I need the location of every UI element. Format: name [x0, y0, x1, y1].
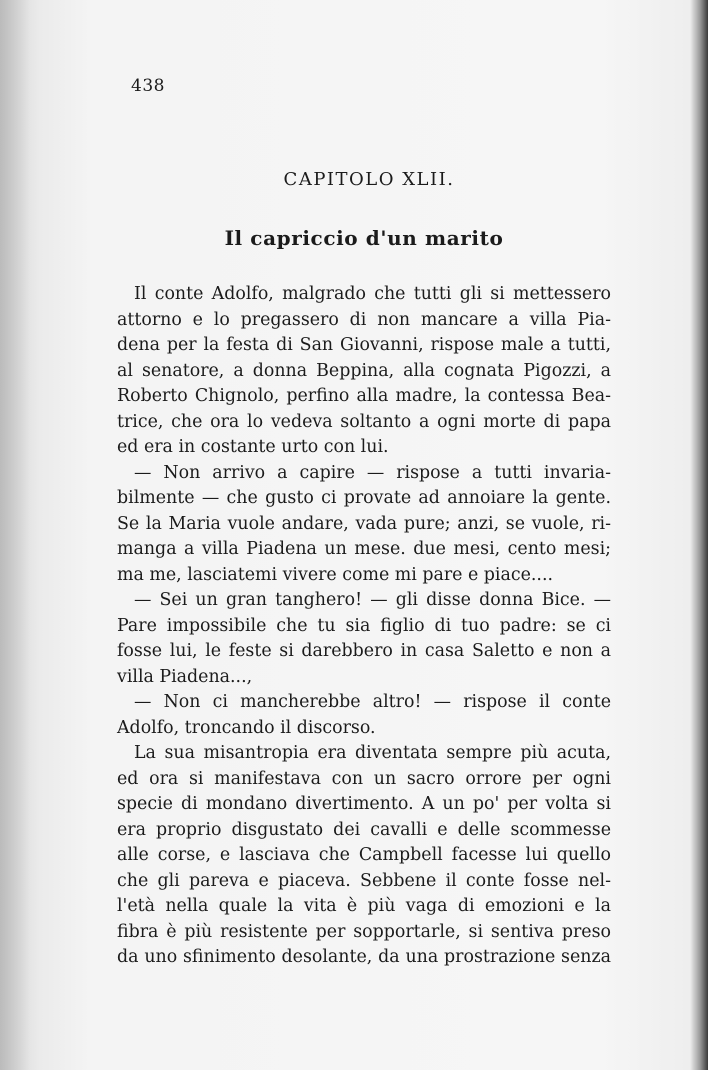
chapter-title: Il capriccio d'un marito — [224, 226, 504, 250]
chapter-heading: CAPITOLO XLII. — [283, 169, 455, 190]
text-line: era proprio disgustato dei cavalli e delle scommesse — [117, 819, 611, 840]
text-line: Roberto Chignolo, perfino alla madre, la contessa Bea- — [117, 386, 611, 406]
text-line: specie di mondano divertimento. A un po' per volta si — [117, 794, 611, 814]
text-line: manga a villa Piadena un mese. due mesi, cento mesi; — [117, 539, 611, 559]
text-line: Pare impossibile che tu sia figlio di tuo padre: se ci — [117, 615, 611, 636]
text-line: Se la Maria vuole andare, vada pure; anzi, se vuole, ri- — [117, 513, 611, 534]
text-line: dena per la festa di San Giovanni, rispose male a tutti, — [117, 335, 611, 355]
text-line: fibra è più resistente per sopportarle, si sentiva preso — [117, 921, 611, 942]
text-line: bilmente — che gusto ci provate ad annoiare la gente. — [117, 488, 611, 508]
text-line: l'età nella quale la vita è più vaga di emozioni e la — [117, 896, 611, 916]
text-line: ed era in costante urto con lui. — [117, 437, 389, 457]
body-text — [117, 282, 611, 971]
text-line: ma me, lasciatemi vivere come mi pare e piace.... — [117, 564, 554, 585]
text-line: al senatore, a donna Beppina, alla cognata Pigozzi, a — [117, 360, 611, 381]
text-line: — Non arrivo a capire — rispose a tutti invaria- — [134, 462, 611, 483]
text-line: villa Piadena..., — [117, 666, 253, 687]
text-line: attorno e lo pregassero di non mancare a villa Pia- — [117, 309, 611, 330]
text-line: trice, che ora lo vedeva soltanto a ogni morte di papa — [117, 411, 611, 432]
text-line: La sua misantropia era diventata sempre più acuta, — [134, 743, 611, 763]
text-line: Il conte Adolfo, malgrado che tutti gli si mettessero — [134, 284, 611, 304]
text-line: fosse lui, le feste si darebbero in casa Saletto e non a — [117, 641, 611, 661]
text-line: ed ora si manifestava con un sacro orrore per ogni — [117, 768, 611, 789]
text-line: — Non ci mancherebbe altro! — rispose il conte — [134, 692, 611, 712]
text-line: Adolfo, troncando il discorso. — [117, 717, 376, 738]
text-line: da uno sfinimento desolante, da una prostrazione senza — [117, 947, 611, 967]
text-line: alle corse, e lasciava che Campbell facesse lui quello — [117, 845, 611, 865]
text-line: — Sei un gran tanghero! — gli disse donna Bice. — — [134, 590, 611, 610]
page-shadow-edge — [0, 0, 30, 1070]
text-line: che gli pareva e piaceva. Sebbene il conte fosse nel- — [117, 870, 611, 891]
page-number: 438 — [131, 76, 165, 96]
